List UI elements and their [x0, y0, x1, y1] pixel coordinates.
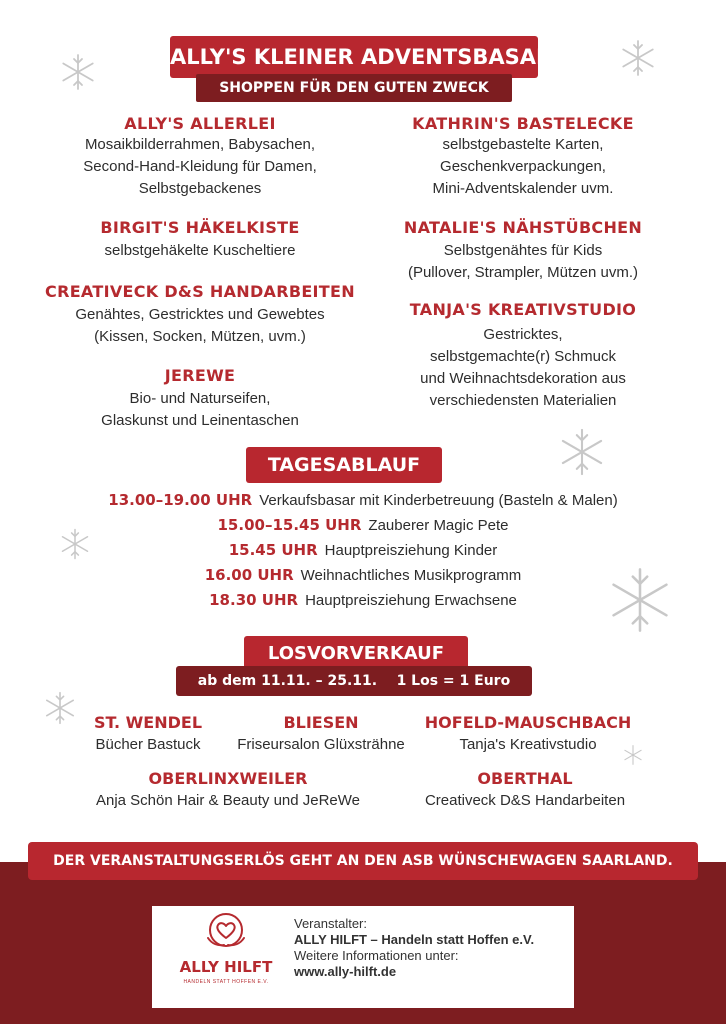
schedule-text: Hauptpreisziehung Kinder — [324, 542, 498, 559]
vendor-name: ALLY'S ALLERLEI — [124, 114, 276, 133]
vendor-description: selbstgebastelte Karten, Geschenkverpackungen, Mini-Adventskalender uvm. — [432, 136, 614, 197]
logo-text: ALLY HILFT — [179, 958, 273, 976]
organizer-website: www.ally-hilft.de — [294, 964, 397, 979]
presale-shop: Tanja's Kreativstudio — [459, 736, 597, 753]
vendor-name: NATALIE'S NÄHSTÜBCHEN — [403, 218, 643, 237]
presale-town: OBERTHAL — [477, 769, 573, 788]
schedule-time: 13.00–19.00 UHR — [108, 491, 253, 509]
presale-town: BLIESEN — [283, 713, 359, 732]
organizer-logo — [166, 912, 286, 1002]
schedule-item — [0, 491, 726, 509]
vendor-description: Gestricktes, selbstgemachte(r) Schmuck und Weihnachtsdekoration aus verschiedensten Materialien — [420, 326, 626, 409]
presale-shop: Friseursalon Glüxsträhne — [237, 736, 405, 753]
schedule-time: 15.45 UHR — [228, 541, 318, 559]
vendor-description: selbstgehäkelte Kuscheltiere — [104, 242, 296, 259]
heart-hands-icon — [204, 912, 248, 952]
organizer-box — [152, 906, 574, 1008]
organizer-name: ALLY HILFT – Handeln statt Hoffen e.V. — [294, 932, 535, 947]
presale-title: LOSVORVERKAUF — [244, 636, 468, 672]
vendor-description: Mosaikbilderrahmen, Babysachen, Second-Hand-Kleidung für Damen, Selbstgebackenes — [83, 136, 317, 197]
schedule-text: Weihnachtliches Musikprogramm — [300, 567, 522, 584]
logo-tagline: HANDELN STATT HOFFEN E.V. — [183, 979, 269, 985]
organizer-label: Veranstalter: — [294, 916, 367, 931]
page-title: ALLY'S KLEINER ADVENTSBASAR — [170, 36, 538, 78]
vendor-description: Bio- und Naturseifen, Glaskunst und Leinentaschen — [101, 390, 299, 429]
organizer-info — [294, 916, 564, 980]
page-subtitle: SHOPPEN FÜR DEN GUTEN ZWECK — [196, 74, 512, 102]
schedule-item — [0, 541, 726, 559]
vendor-name: CREATIVECK D&S HANDARBEITEN — [45, 282, 355, 301]
presale-town: ST. WENDEL — [93, 713, 203, 732]
snowflake-icon — [556, 426, 608, 478]
schedule-item — [0, 566, 726, 584]
vendor-description: Selbstgenähtes für Kids (Pullover, Strampler, Mützen uvm.) — [407, 242, 639, 281]
schedule-time: 18.30 UHR — [209, 591, 299, 609]
schedule-item — [0, 516, 726, 534]
schedule-text: Verkaufsbasar mit Kinderbetreuung (Basteln & Malen) — [259, 492, 618, 509]
presale-town: HOFELD-MAUSCHBACH — [424, 713, 632, 732]
snowflake-icon — [618, 38, 658, 78]
vendor-name: JEREWE — [164, 366, 236, 385]
schedule-text: Hauptpreisziehung Erwachsene — [305, 592, 517, 609]
presale-shop: Bücher Bastuck — [95, 736, 201, 753]
vendor-name: TANJA'S KREATIVSTUDIO — [409, 300, 637, 319]
schedule-title: TAGESABLAUF — [246, 447, 442, 483]
schedule-time: 15.00–15.45 UHR — [217, 516, 362, 534]
vendor-name: KATHRIN'S BASTELECKE — [412, 114, 634, 133]
schedule-text: Zauberer Magic Pete — [368, 517, 509, 534]
donation-banner: DER VERANSTALTUNGSERLÖS GEHT AN DEN ASB WÜNSCHEWAGEN SAARLAND. — [28, 842, 698, 880]
presale-shop: Anja Schön Hair & Beauty und JeReWe — [95, 792, 361, 809]
vendor-name: BIRGIT'S HÄKELKISTE — [100, 218, 300, 237]
schedule-time: 16.00 UHR — [204, 566, 294, 584]
presale-shop: Creativeck D&S Handarbeiten — [424, 792, 626, 809]
organizer-info-label: Weitere Informationen unter: — [294, 948, 459, 963]
snowflake-icon — [58, 52, 98, 92]
vendor-description: Genähtes, Gestricktes und Gewebtes (Kissen, Socken, Mützen, uvm.) — [75, 306, 325, 345]
schedule-item — [0, 591, 726, 609]
presale-town: OBERLINXWEILER — [148, 769, 308, 788]
presale-subtitle: ab dem 11.11. – 25.11. 1 Los = 1 Euro — [176, 666, 532, 696]
